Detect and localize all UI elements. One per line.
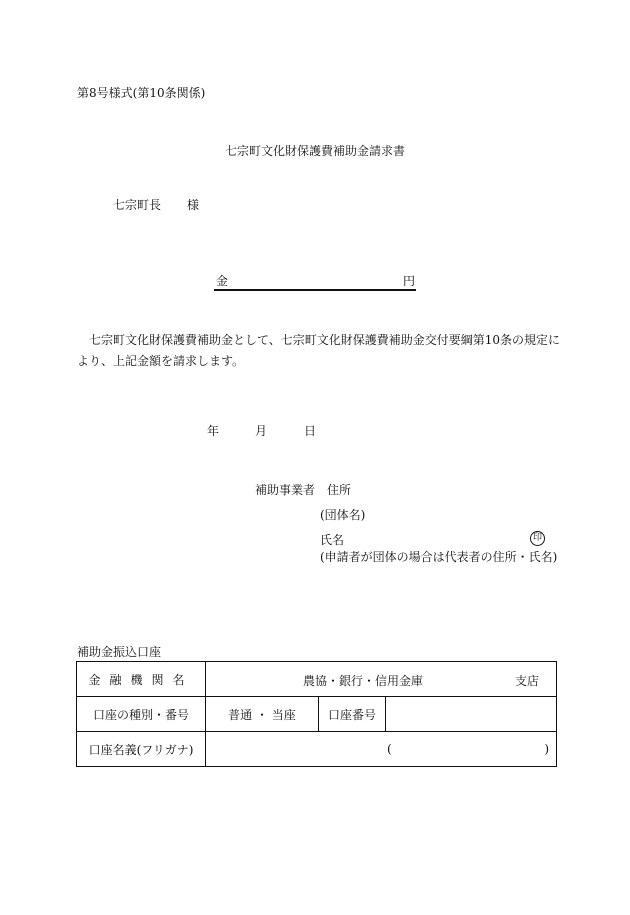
- account-name-label-cell: [77, 732, 206, 767]
- amount-prefix: 金: [216, 274, 229, 288]
- addressee: [113, 198, 199, 212]
- bank-account-table: [76, 661, 557, 767]
- account-number-cell: [386, 697, 557, 732]
- account-name-label: 口座名義(フリガナ): [88, 742, 194, 757]
- institution-types: 農協・銀行・信用金庫: [303, 674, 424, 688]
- account-name-cell: [206, 732, 557, 767]
- branch-label: 支店: [514, 674, 539, 688]
- paren-open: (: [387, 742, 392, 756]
- account-type-label-cell: [77, 697, 206, 732]
- account-type-label: 口座の種別・番号: [92, 707, 189, 722]
- addressee-honorific: 様: [187, 198, 200, 212]
- document-title: 七宗町文化財保護費補助金請求書: [224, 144, 405, 158]
- date-month: 月: [255, 424, 268, 438]
- date-year: 年: [207, 424, 220, 438]
- institution-label-cell: [77, 662, 206, 697]
- account-number-label-cell: [319, 697, 386, 732]
- bank-table-caption: 補助金振込口座: [77, 645, 162, 659]
- institution-cell: [206, 662, 557, 697]
- applicant-label: 補助事業者: [255, 483, 316, 497]
- form-number: 第8号様式(第10条関係): [77, 86, 206, 100]
- table-row: [77, 697, 557, 732]
- amount-field: [214, 274, 416, 291]
- paren-close: ): [544, 742, 549, 756]
- addressee-name: 七宗町長: [113, 198, 162, 212]
- seal-icon: 印: [530, 531, 545, 546]
- body-text: 七宗町文化財保護費補助金として、七宗町文化財保護費補助金交付要綱第10条の規定により、上記金額を請求します。: [77, 333, 561, 368]
- name-label: 氏名: [320, 533, 345, 547]
- date-day: 日: [304, 424, 317, 438]
- applicant-note: (申請者が団体の場合は代表者の住所・氏名): [320, 550, 558, 564]
- amount-suffix: 円: [402, 274, 415, 288]
- table-row: [77, 662, 557, 697]
- account-types: 普通 ・ 当座: [228, 707, 296, 722]
- applicant-block: [255, 483, 351, 497]
- account-types-cell: [206, 697, 319, 732]
- table-row: [77, 732, 557, 767]
- account-number-label: 口座番号: [327, 707, 376, 722]
- org-name-label: (団体名): [320, 508, 366, 522]
- address-label: 住所: [327, 483, 352, 497]
- institution-label: 金融機関名: [88, 672, 194, 687]
